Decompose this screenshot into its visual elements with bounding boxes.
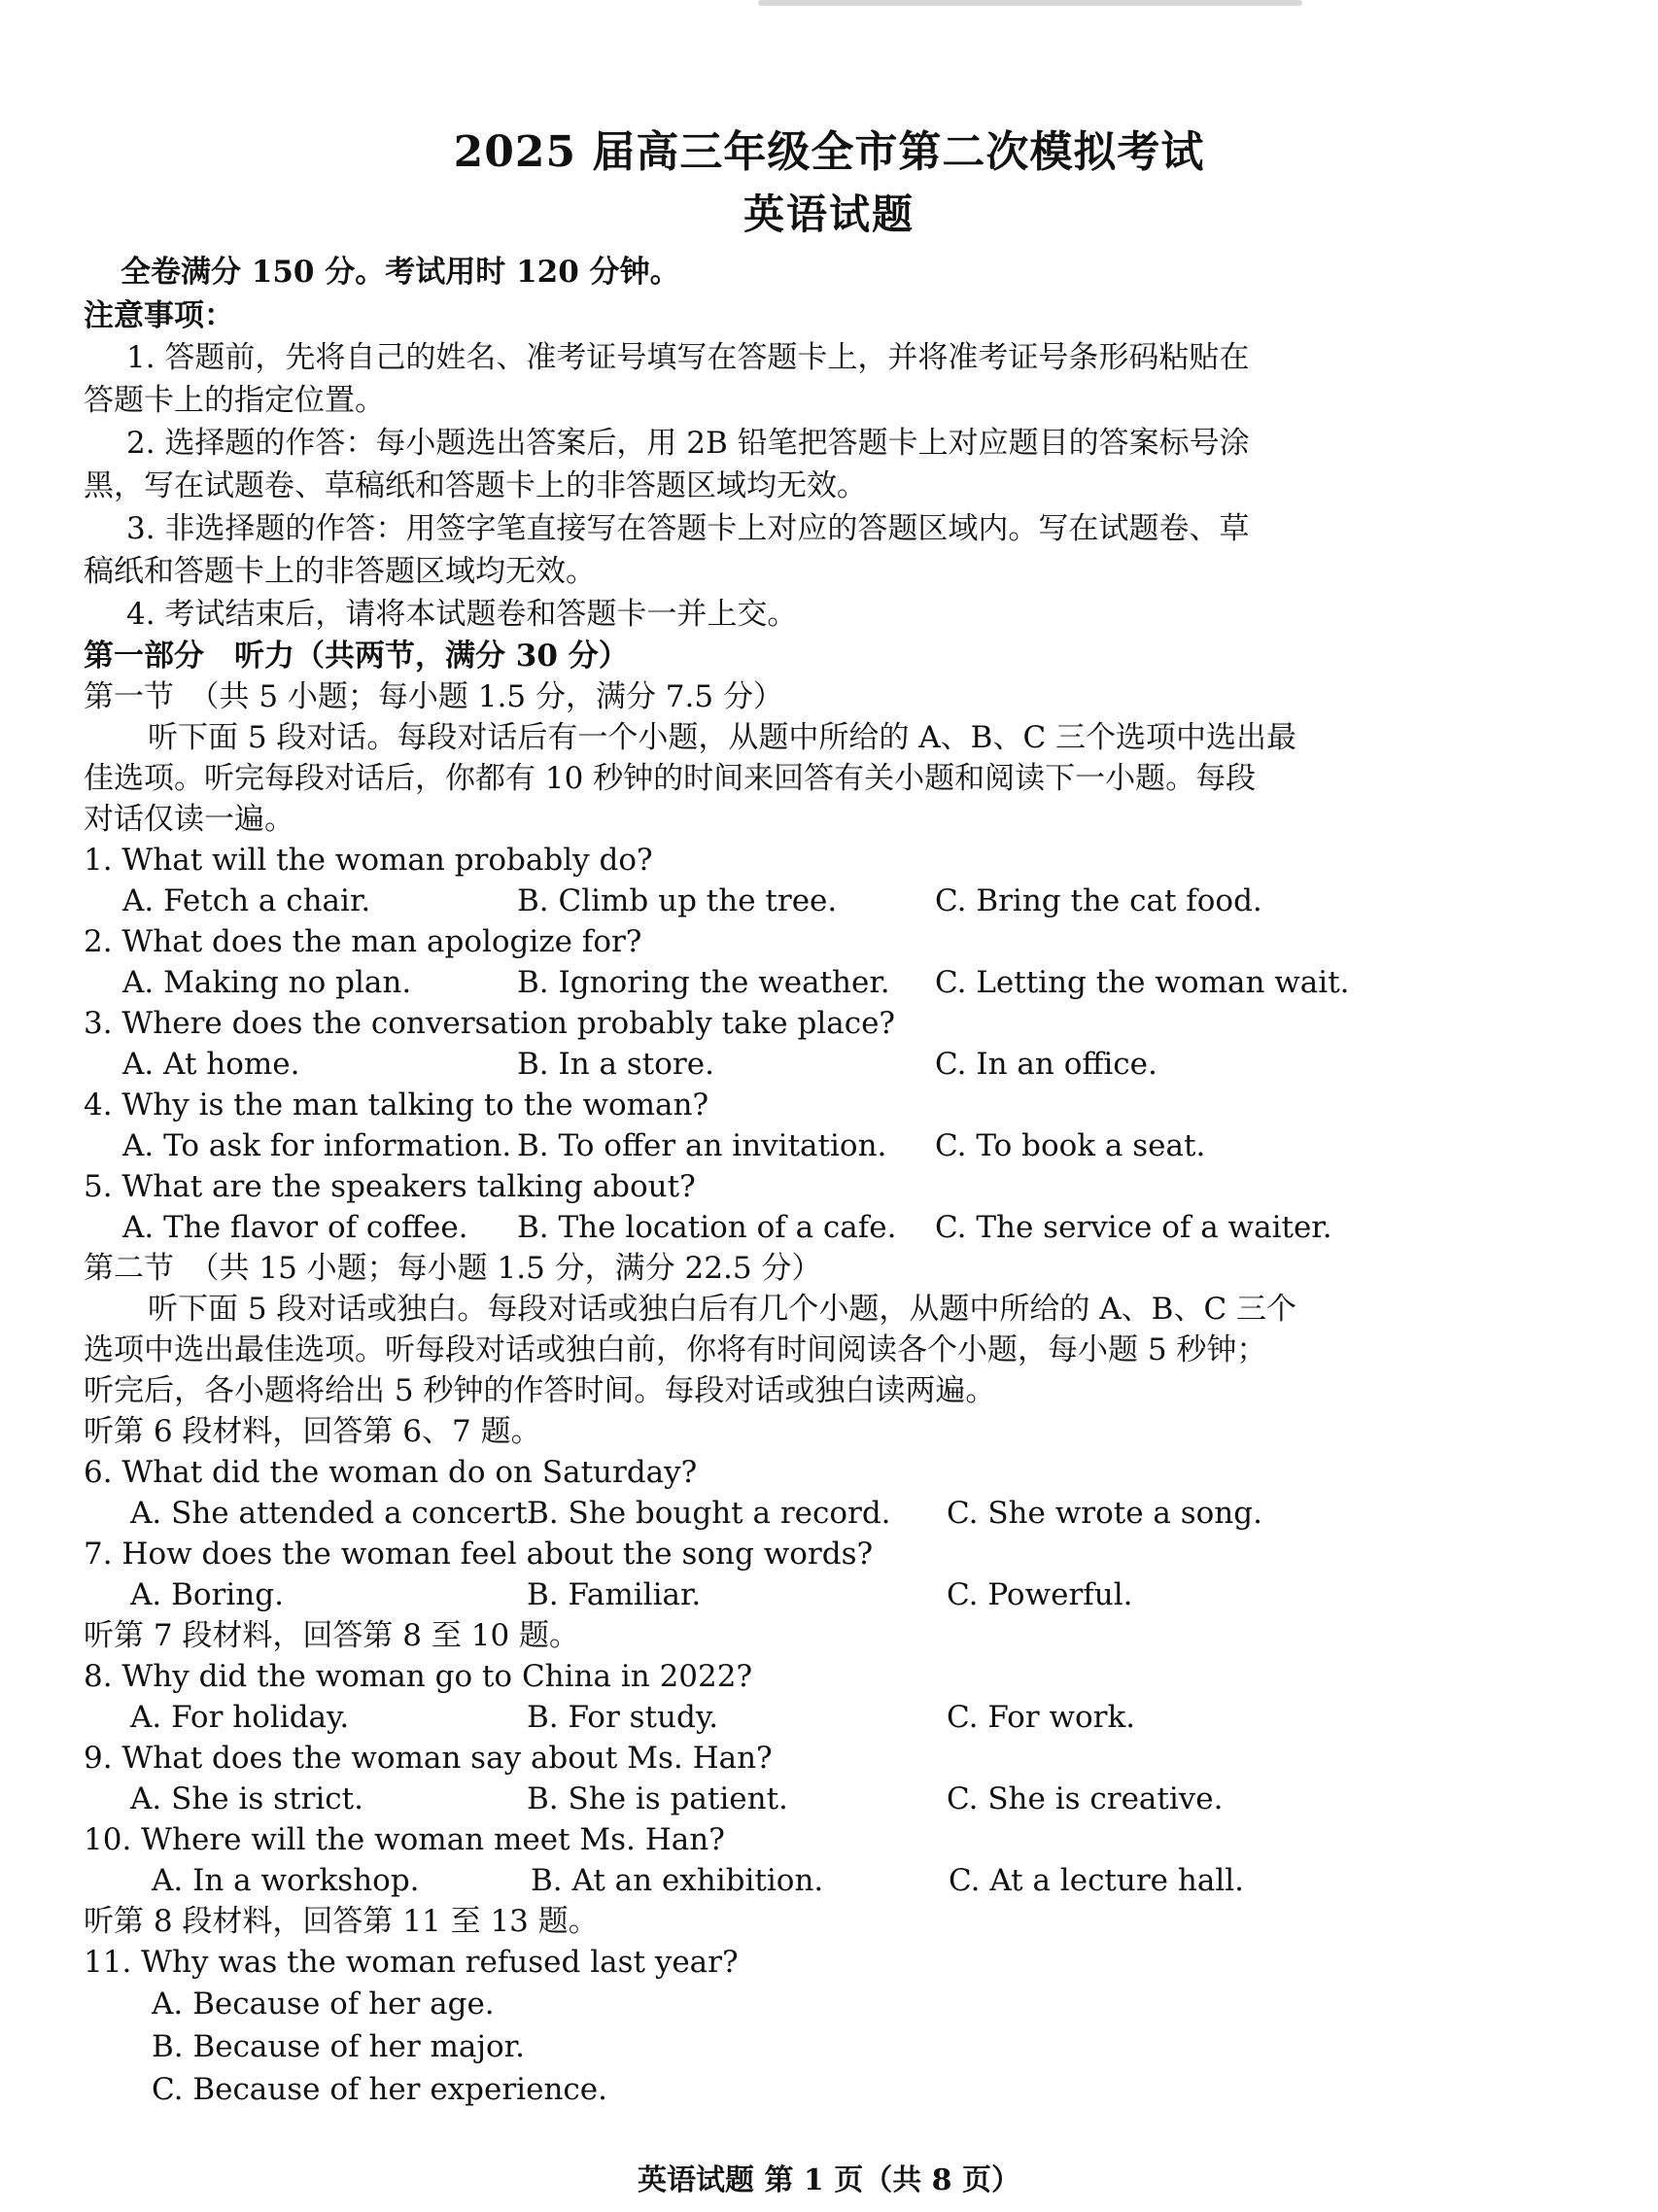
option-b: B. Familiar.	[527, 1577, 702, 1612]
option-c: C. To book a seat.	[935, 1128, 1206, 1163]
option-a: A. Because of her age.	[152, 1987, 495, 2022]
question: 11. Why was the woman refused last year?	[84, 1945, 739, 1980]
option-b: B. For study.	[527, 1700, 719, 1735]
option-c: C. The service of a waiter.	[935, 1210, 1332, 1245]
option-c: C. Powerful.	[947, 1577, 1133, 1612]
option-b: B. Because of her major.	[152, 2029, 525, 2064]
question: 5. What are the speakers talking about?	[84, 1169, 696, 1204]
option-a: A. She is strict.	[130, 1781, 363, 1816]
option-b: B. Climb up the tree.	[517, 883, 838, 918]
options-row	[84, 1697, 1541, 1738]
option-a: A. Fetch a chair.	[122, 883, 371, 918]
exam-body	[84, 295, 1541, 2111]
scan-edge	[758, 0, 1302, 6]
part1-heading: 第一部分 听力（共两节，满分 30 分）	[84, 639, 629, 674]
score-info: 全卷满分 150 分。考试用时 120 分钟。	[121, 255, 680, 290]
option-c: C. Letting the woman wait.	[935, 965, 1350, 1000]
section2-instruction: 选项中选出最佳选项。听每段对话或独白前，你将有时间阅读各个小题，每小题 5 秒钟；	[84, 1332, 1267, 1367]
exam-title: 2025 届高三年级全市第二次模拟考试	[453, 127, 1205, 177]
section1-instruction: 佳选项。听完每段对话后，你都有 10 秒钟的时间来回答有关小题和阅读下一小题。每段	[84, 761, 1257, 796]
notice-heading: 注意事项：	[84, 298, 234, 333]
subject-title: 英语试题	[743, 190, 915, 238]
question: 9. What does the woman say about Ms. Han?	[84, 1741, 773, 1776]
option-a: A. For holiday.	[130, 1700, 350, 1735]
section1-heading: 第一节 （共 5 小题；每小题 1.5 分，满分 7.5 分）	[84, 679, 783, 714]
question: 1. What will the woman probably do?	[84, 843, 653, 878]
options-row	[84, 1779, 1541, 1819]
options-row	[84, 1574, 1541, 1615]
option-c: C. For work.	[947, 1700, 1136, 1735]
option-b: B. The location of a cafe.	[517, 1210, 897, 1245]
options-row	[84, 881, 1541, 921]
notice-line: 黑，写在试题卷、草稿纸和答题卡上的非答题区域均无效。	[84, 468, 867, 503]
option-b: B. Ignoring the weather.	[517, 965, 890, 1000]
option-b: B. To offer an invitation.	[517, 1128, 887, 1163]
option-a: A. Boring.	[130, 1577, 284, 1612]
notice-line: 2. 选择题的作答：每小题选出答案后，用 2B 铅笔把答题卡上对应题目的答案标号涂	[126, 426, 1250, 461]
notice-line: 3. 非选择题的作答：用签字笔直接写在答题卡上对应的答题区域内。写在试题卷、草	[126, 511, 1250, 546]
notice-line: 4. 考试结束后，请将本试题卷和答题卡一并上交。	[126, 597, 798, 632]
option-c: C. In an office.	[935, 1047, 1157, 1082]
options-row	[84, 1207, 1541, 1248]
question: 8. Why did the woman go to China in 2022?	[84, 1659, 753, 1694]
section2-heading: 第二节 （共 15 小题；每小题 1.5 分，满分 22.5 分）	[84, 1251, 822, 1286]
material-label: 听第 6 段材料，回答第 6、7 题。	[84, 1414, 541, 1449]
option-a: A. Making no plan.	[122, 965, 412, 1000]
option-c: C. She is creative.	[947, 1781, 1224, 1816]
question: 4. Why is the man talking to the woman?	[84, 1088, 709, 1123]
notice-line: 1. 答题前，先将自己的姓名、准考证号填写在答题卡上，并将准考证号条形码粘贴在	[126, 340, 1250, 375]
option-a: A. To ask for information.	[122, 1128, 512, 1163]
option-c: C. Bring the cat food.	[935, 883, 1262, 918]
question: 10. Where will the woman meet Ms. Han?	[84, 1822, 725, 1857]
option-b: B. She is patient.	[527, 1781, 788, 1816]
options-row	[84, 1860, 1541, 1901]
material-label: 听第 8 段材料，回答第 11 至 13 题。	[84, 1904, 599, 1939]
option-a: A. She attended a concert.	[130, 1496, 537, 1531]
section2-instruction: 听完后，各小题将给出 5 秒钟的作答时间。每段对话或独白读两遍。	[84, 1373, 996, 1408]
options-row	[84, 1493, 1541, 1534]
question: 7. How does the woman feel about the song words?	[84, 1537, 874, 1572]
options-row	[84, 1125, 1541, 1166]
options-row	[84, 1044, 1541, 1085]
option-a: A. At home.	[122, 1047, 300, 1082]
option-c: C. She wrote a song.	[947, 1496, 1262, 1531]
notice-line: 答题卡上的指定位置。	[84, 383, 385, 418]
option-a: A. The flavor of coffee.	[122, 1210, 468, 1245]
section1-instruction: 对话仅读一遍。	[84, 802, 294, 837]
option-c: C. At a lecture hall.	[949, 1863, 1245, 1898]
option-b: B. She bought a record.	[527, 1496, 891, 1531]
question: 2. What does the man apologize for?	[84, 924, 642, 959]
notice-line: 稿纸和答题卡上的非答题区域均无效。	[84, 554, 596, 589]
options-row	[84, 962, 1541, 1003]
section2-instruction: 听下面 5 段对话或独白。每段对话或独白后有几个小题，从题中所给的 A、B、C 三个	[148, 1292, 1297, 1327]
option-a: A. In a workshop.	[152, 1863, 420, 1898]
question: 3. Where does the conversation probably take place?	[84, 1006, 896, 1041]
option-c: C. Because of her experience.	[152, 2072, 607, 2107]
question: 6. What did the woman do on Saturday?	[84, 1455, 698, 1490]
option-b: B. At an exhibition.	[531, 1863, 824, 1898]
section1-instruction: 听下面 5 段对话。每段对话后有一个小题，从题中所给的 A、B、C 三个选项中选出最	[148, 720, 1297, 755]
page-footer: 英语试题 第 1 页（共 8 页）	[638, 2163, 1020, 2197]
option-b: B. In a store.	[517, 1047, 714, 1082]
material-label: 听第 7 段材料，回答第 8 至 10 题。	[84, 1618, 580, 1653]
